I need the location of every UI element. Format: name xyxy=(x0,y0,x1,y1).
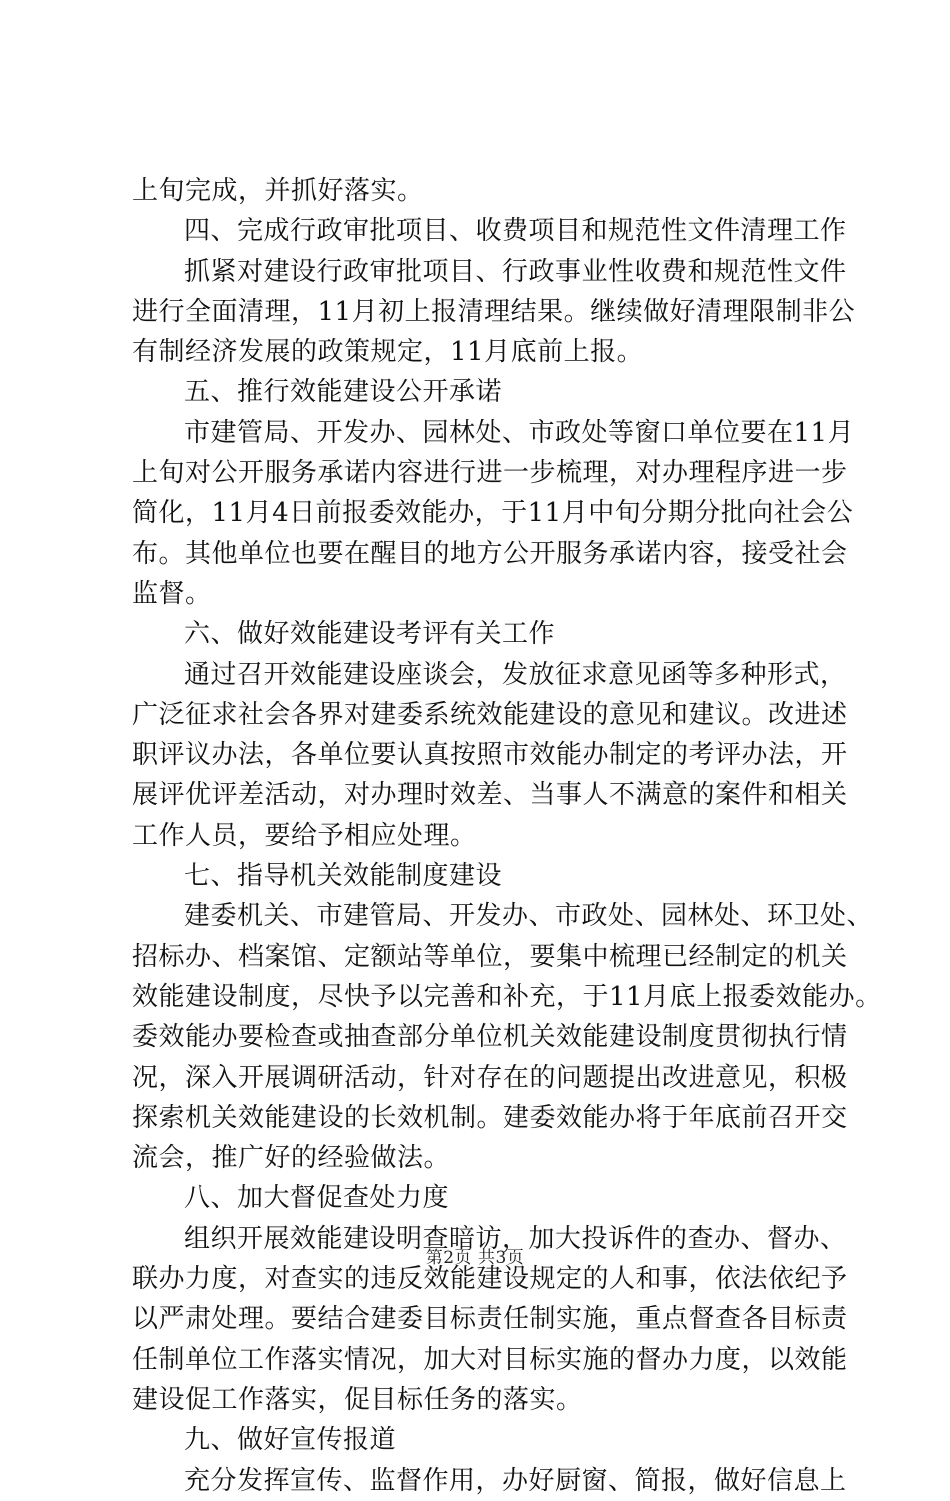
paragraph-line: 组织开展效能建设明查暗访，加大投诉件的查办、督办、 xyxy=(184,1223,847,1254)
paragraph-line: 况，深入开展调研活动，针对存在的问题提出改进意见，积极 xyxy=(132,1062,848,1093)
paragraph-line: 抓紧对建设行政审批项目、行政事业性收费和规范性文件 xyxy=(184,256,847,287)
paragraph-line: 委效能办要检查或抽查部分单位机关效能建设制度贯彻执行情 xyxy=(132,1022,848,1053)
paragraph-line: 上旬完成，并抓好落实。 xyxy=(132,176,424,206)
section-heading: 九、做好宣传报道 xyxy=(184,1425,397,1456)
paragraph-line: 布。其他单位也要在醒目的地方公开服务承诺内容，接受社会 xyxy=(132,538,848,569)
section-heading: 四、完成行政审批项目、收费项目和规范性文件清理工作 xyxy=(184,216,847,247)
paragraph-line: 工作人员，要给予相应处理。 xyxy=(132,820,477,851)
paragraph-line: 探索机关效能建设的长效机制。建委效能办将于年底前召开交 xyxy=(132,1102,848,1133)
paragraph-line: 职评议办法，各单位要认真按照市效能办制定的考评办法，开 xyxy=(132,740,848,771)
section-heading: 六、做好效能建设考评有关工作 xyxy=(184,619,556,650)
paragraph-line: 简化，11月4日前报委效能办，于11月中旬分期分批向社会公 xyxy=(132,498,854,529)
paragraph-line: 招标办、档案馆、定额站等单位，要集中梳理已经制定的机关 xyxy=(132,941,848,972)
paragraph-line: 任制单位工作落实情况，加大对目标实施的督办力度，以效能 xyxy=(132,1344,848,1375)
paragraph-line: 充分发挥宣传、监督作用，办好厨窗、简报，做好信息上 xyxy=(184,1465,847,1496)
section-heading: 五、推行效能建设公开承诺 xyxy=(184,377,503,408)
section-heading: 七、指导机关效能制度建设 xyxy=(184,861,503,892)
paragraph-line: 建设促工作落实，促目标任务的落实。 xyxy=(132,1384,583,1415)
paragraph-line: 流会，推广好的经验做法。 xyxy=(132,1143,451,1174)
section-heading: 八、加大督促查处力度 xyxy=(184,1183,450,1214)
paragraph-line: 效能建设制度，尽快予以完善和补充，于11月底上报委效能办。 xyxy=(132,981,882,1012)
paragraph-line: 监督。 xyxy=(132,578,212,609)
paragraph-line: 联办力度，对查实的违反效能建设规定的人和事，依法依纪予 xyxy=(132,1264,848,1295)
document-body xyxy=(132,171,882,1501)
paragraph-line: 以严肃处理。要结合建委目标责任制实施，重点督查各目标责 xyxy=(132,1304,848,1335)
paragraph-line: 有制经济发展的政策规定，11月底前上报。 xyxy=(132,337,644,368)
paragraph-line: 展评优评差活动，对办理时效差、当事人不满意的案件和相关 xyxy=(132,780,848,811)
paragraph-line: 广泛征求社会各界对建委系统效能建设的意见和建议。改进述 xyxy=(132,699,848,730)
paragraph-line: 通过召开效能建设座谈会，发放征求意见函等多种形式， xyxy=(184,659,847,690)
page-footer: 第2页 共3页 xyxy=(425,1248,525,1268)
paragraph-line: 市建管局、开发办、园林处、市政处等窗口单位要在11月 xyxy=(184,417,855,448)
paragraph-line: 建委机关、市建管局、开发办、市政处、园林处、环卫处、 xyxy=(184,901,874,932)
paragraph-line: 进行全面清理，11月初上报清理结果。继续做好清理限制非公 xyxy=(132,296,856,327)
paragraph-line: 上旬对公开服务承诺内容进行进一步梳理，对办理程序进一步 xyxy=(132,458,848,489)
